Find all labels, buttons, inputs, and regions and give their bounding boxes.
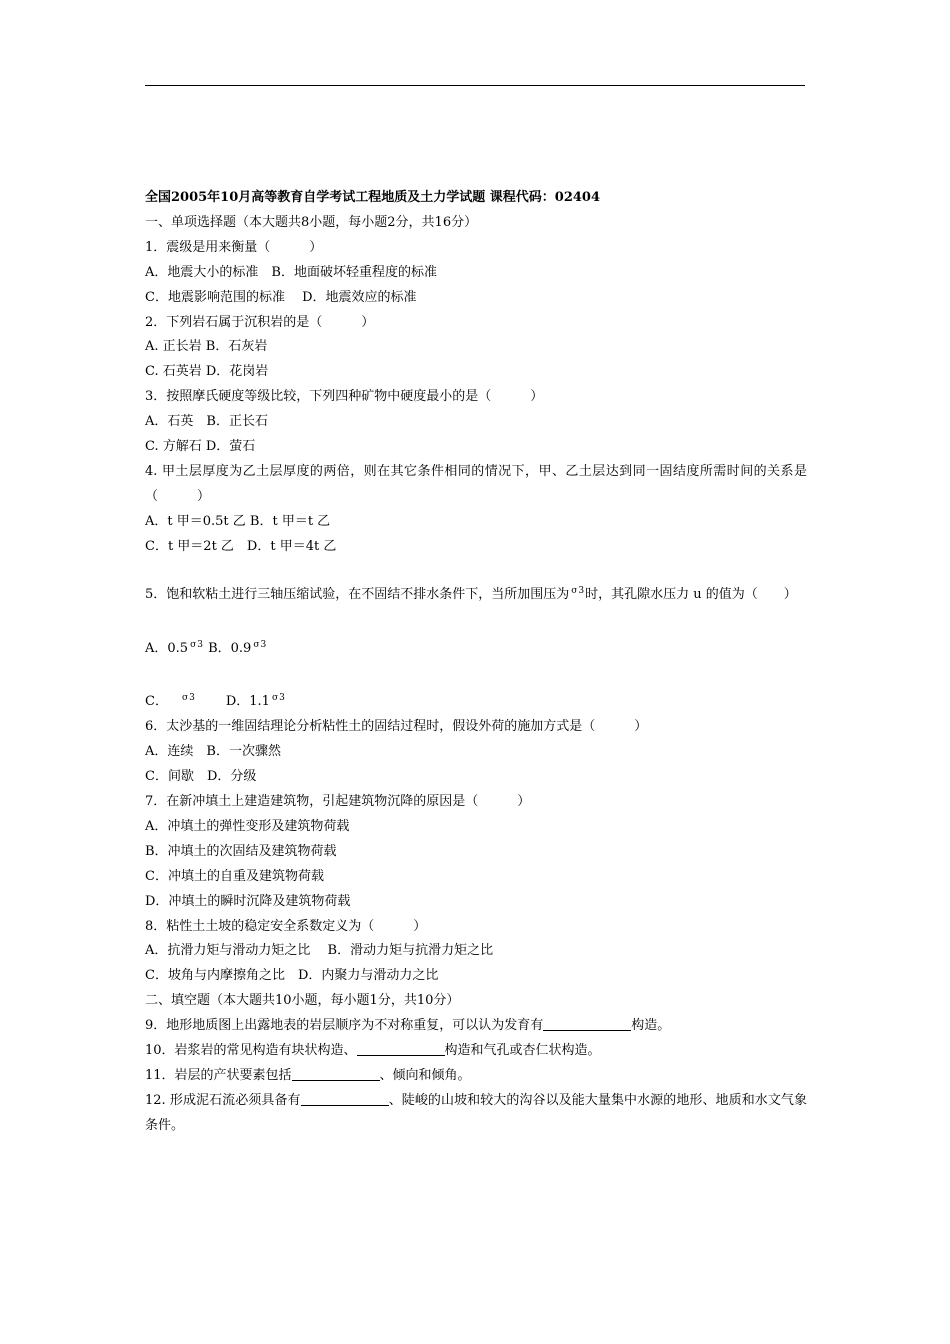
q1-options-ab: A．地震大小的标准 B．地面破坏轻重程度的标准	[145, 264, 437, 280]
q5-option-a: A．0.5	[145, 640, 189, 656]
exam-document	[145, 186, 807, 1139]
q6-options-ab: A．连续 B．一次骤然	[145, 744, 281, 760]
q2-options-cd: C. 石英岩 D．花岗岩	[145, 364, 269, 380]
fill-q10-after: 构造和气孔或杏仁状构造。	[444, 1043, 601, 1059]
q8-stem: 8．粘性土土坡的稳定安全系数定义为（ ）	[145, 918, 427, 934]
q5-option-b: B．0.9	[208, 640, 252, 656]
sigma3-symbol: σ3	[571, 585, 586, 596]
fill-q11	[145, 1064, 807, 1089]
q6-options-cd: C．间歇 D．分级	[145, 769, 257, 785]
q3-options-cd: C. 方解石 D．萤石	[145, 439, 256, 455]
q5-stem-part1: 5．饱和软粘土进行三轴压缩试验，在不固结不排水条件下，当所加围压为	[145, 586, 570, 602]
q4-options-cd: C．t 甲＝2t 乙 D．t 甲＝4t 乙	[145, 538, 337, 554]
section1-heading: 一、单项选择题（本大题共8小题，每小题2分，共16分）	[145, 214, 478, 230]
q3-stem: 3．按照摩氏硬度等级比较，下列四种矿物中硬度最小的是（ ）	[145, 389, 544, 405]
q7-option-b: B．冲填土的次固结及建筑物荷载	[145, 843, 337, 859]
header-rule	[145, 85, 805, 86]
q7-stem: 7．在新冲填土上建造建筑物，引起建筑物沉降的原因是（ ）	[145, 794, 531, 810]
fill-q12-after: 、陡峻的山坡和较大的沟谷以及能大量集中水源的地形、地质和水文气象条件。	[145, 1092, 807, 1133]
q5-options-cd	[145, 686, 807, 715]
sigma3-symbol: σ3	[190, 639, 204, 650]
fill-q11-before: 11．岩层的产状要素包括	[145, 1068, 292, 1083]
q7-option-c: C．冲填土的自重及建筑物荷载	[145, 868, 324, 884]
q2-options-ab: A. 正长岩 B．石灰岩	[145, 339, 268, 355]
fill-q9-before: 9．地形地质图上出露地表的岩层顺序为不对称重复，可以认为发育有	[145, 1018, 544, 1034]
fill-q10	[145, 1039, 807, 1064]
q5-option-d: D．1.1	[225, 694, 270, 710]
sigma3-symbol: σ3	[181, 693, 196, 704]
fill-q11-after: 、倾向和倾角。	[379, 1068, 471, 1083]
fill-blank	[292, 1066, 380, 1081]
fill-blank	[301, 1091, 389, 1106]
q5-stem-part2: 时，其孔隙水压力 u 的值为（ ）	[585, 586, 797, 602]
fill-q9-after: 构造。	[631, 1018, 671, 1034]
q8-options-ab: A．抗滑力矩与滑动力矩之比 B．滑动力矩与抗滑力矩之比	[145, 943, 494, 959]
q6-stem: 6．太沙基的一维固结理论分析粘性土的固结过程时，假设外荷的施加方式是（ ）	[145, 719, 648, 735]
sigma3-symbol: σ3	[253, 639, 268, 650]
fill-blank	[357, 1041, 445, 1056]
q5-options-ab	[145, 633, 807, 662]
sigma3-symbol: σ3	[271, 693, 286, 704]
exam-title: 全国2005年10月高等教育自学考试工程地质及土力学试题 课程代码：02404	[145, 190, 601, 205]
q8-options-cd: C．坡角与内摩擦角之比 D．内聚力与滑动力之比	[145, 968, 439, 984]
fill-blank	[543, 1016, 631, 1031]
section2-heading: 二、填空题（本大题共10小题，每小题1分，共10分）	[145, 993, 460, 1009]
fill-q12-before: 12. 形成泥石流必须具备有	[145, 1092, 301, 1108]
q4-stem: 4. 甲土层厚度为乙土层厚度的两倍，则在其它条件相同的情况下，甲、乙土层达到同一固结度所需时间的关系是（ ）	[145, 463, 807, 504]
q3-options-ab: A．石英 B．正长石	[145, 414, 268, 430]
q5-stem	[145, 579, 807, 608]
q7-option-a: A．冲填土的弹性变形及建筑物荷载	[145, 818, 350, 834]
q5-option-c: C．	[145, 694, 168, 710]
q2-stem: 2．下列岩石属于沉积岩的是（ ）	[145, 314, 375, 330]
fill-q12	[145, 1089, 807, 1139]
q1-options-cd: C．地震影响范围的标准 D．地震效应的标准	[145, 289, 417, 305]
fill-q9	[145, 1014, 807, 1039]
q7-option-d: D．冲填土的瞬时沉降及建筑物荷载	[145, 893, 351, 909]
fill-q10-before: 10．岩浆岩的常见构造有块状构造、	[145, 1043, 357, 1059]
q4-options-ab: A．t 甲＝0.5t 乙 B．t 甲＝t 乙	[145, 513, 331, 529]
q1-stem: 1．震级是用来衡量（ ）	[145, 239, 323, 255]
